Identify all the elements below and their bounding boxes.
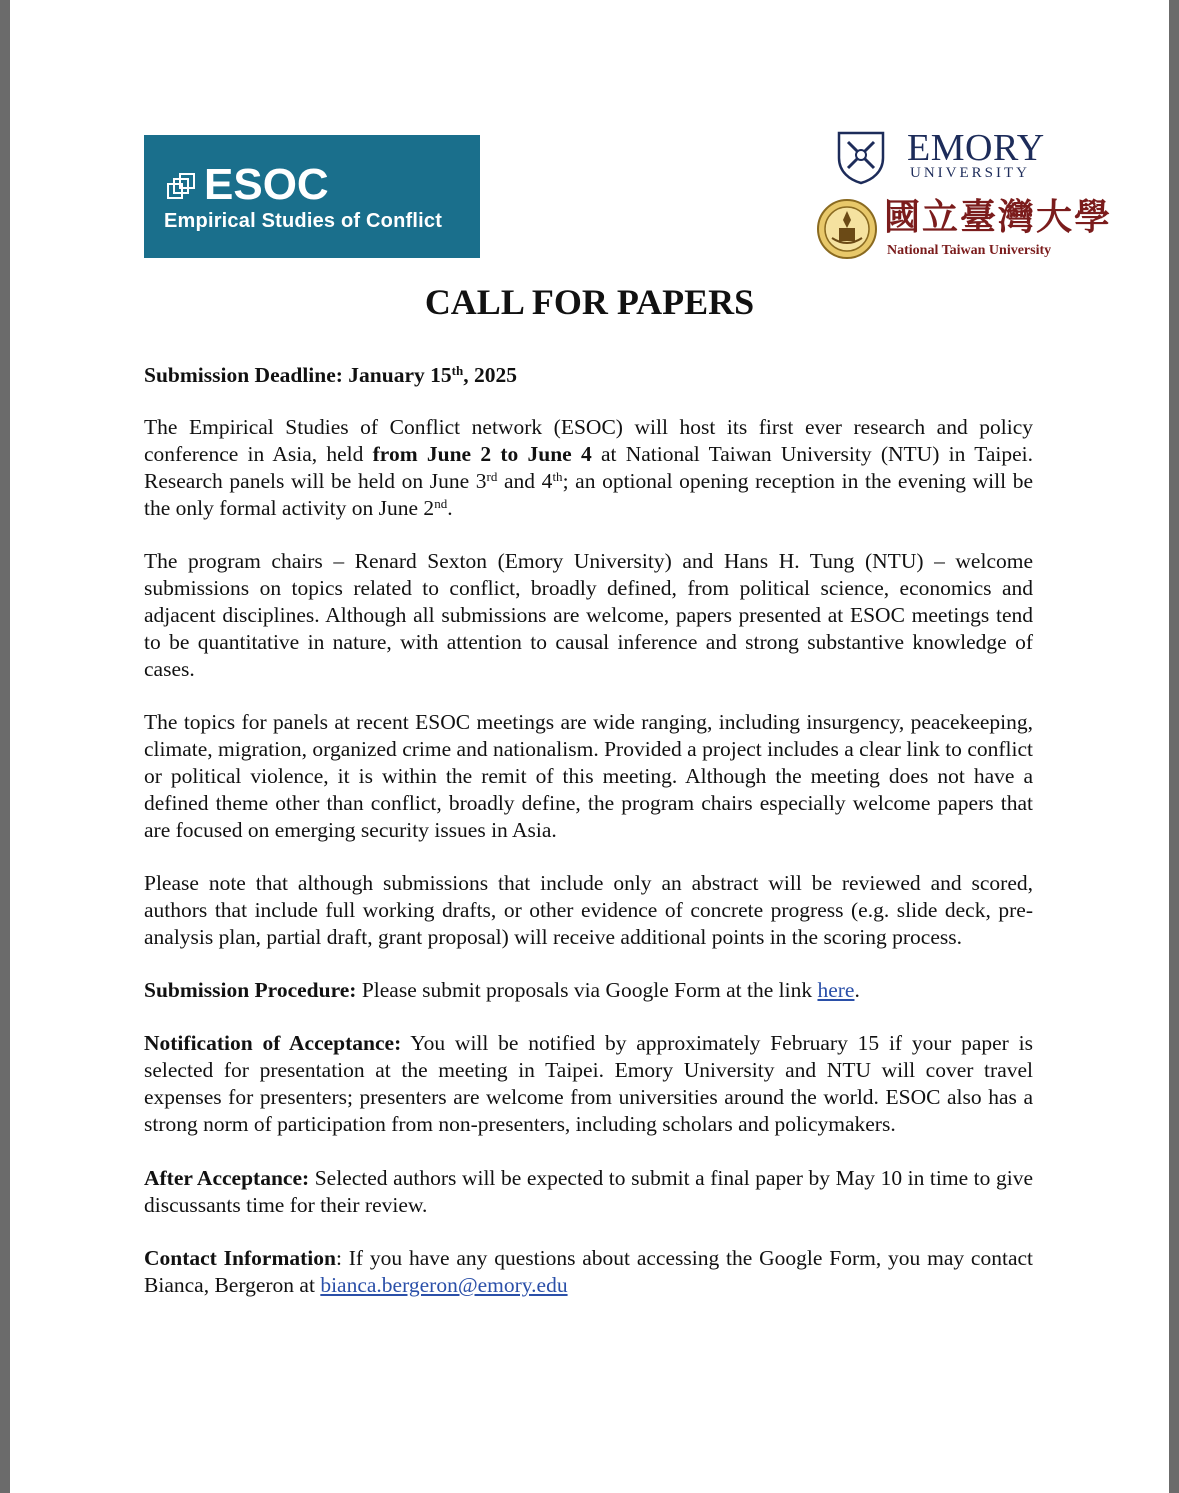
deadline-line [144,362,1033,389]
esoc-logo-subtitle: Empirical Studies of Conflict [164,210,443,232]
paragraph-after-acceptance [144,1165,1033,1219]
deadline-sup: th [451,363,464,378]
esoc-logo [144,135,480,258]
contact-email-link[interactable]: bianca.bergeron@emory.edu [320,1273,568,1297]
paragraph-intro [144,414,1033,522]
intro-dates: from June 2 to June 4 [372,442,592,466]
paragraph-contact [144,1245,1033,1299]
intro-sup-th: th [552,469,563,484]
procedure-label: Submission Procedure: [144,978,357,1002]
intro-sup-nd: nd [434,496,448,511]
paragraph-program-chairs: The program chairs – Renard Sexton (Emory University) and Hans H. Tung (NTU) – welcome submissions on topics related to conflict, broadly defined, from political science, economics and adjacent disciplines. Although all submissions are welcome, papers presented at ESOC meetings tend to be quantitative in nature, with attention to causal inference and strong substantive knowledge of cases. [144,549,1033,681]
deadline-label: Submission Deadline: January 15 [144,363,452,387]
esoc-squares-icon [166,172,200,202]
after-text: Selected authors will be expected to submit a final paper by May 10 in time to give discussants time for their review. [144,1166,1033,1217]
intro-text-4: ; an optional opening reception in the evening will be the only formal activity on June 2 [144,469,1033,520]
notification-text: You will be notified by approximately February 15 if your paper is selected for presentation at the meeting in Taipei. Emory University and NTU will cover travel expenses for presenters; presenters are welcome from universities around the world. ESOC also has a strong norm of participation from non-presenters, including scholars and policymakers. [144,1031,1033,1136]
contact-label: Contact Information [144,1246,336,1270]
paragraph-procedure [144,977,1033,1004]
emory-logo-name: EMORY [907,127,1045,169]
paragraph-note: Please note that although submissions that include only an abstract will be reviewed and scored, authors that include full working drafts, or other evidence of concrete progress (e.g. slide deck, pre-analysis plan, partial draft, grant proposal) will receive additional points in the scoring process. [144,871,1033,949]
procedure-text: Please submit proposals via Google Form at the link [356,978,818,1002]
esoc-logo-title: ESOC [204,160,329,209]
intro-text-3: and 4 [497,469,553,493]
after-label: After Acceptance: [144,1166,310,1190]
document-page [10,0,1169,1493]
paragraph-topics: The topics for panels at recent ESOC meetings are wide ranging, including insurgency, peacekeeping, climate, migration, organized crime and nationalism. Provided a project includes a clear link to conflict or political violence, it is within the remit of this meeting. Although the meeting does not have a defined theme other than conflict, broadly define, the program chairs especially welcome papers that are focused on emerging security issues in Asia. [144,710,1033,842]
deadline-year: , 2025 [463,363,517,387]
document-title: CALL FOR PAPERS [424,282,755,322]
intro-text-2: at National Taiwan University (NTU) in Taipei. Research panels will be held on June 3 [144,442,1033,493]
intro-text-5: . [447,496,453,520]
contact-text: : If you have any questions about accessing the Google Form, you may contact Bianca, Bergeron at [144,1246,1034,1297]
intro-text-1: The Empirical Studies of Conflict network (ESOC) will host its first ever research and policy conference in Asia, held [144,415,1033,466]
procedure-end: . [854,978,860,1002]
paragraph-notification [144,1030,1033,1138]
form-link[interactable]: here [817,978,855,1002]
emory-shield-icon [836,130,886,185]
intro-sup-rd: rd [486,469,498,484]
ntu-logo-english: National Taiwan University [887,243,1052,258]
notification-label: Notification of Acceptance: [144,1031,402,1055]
ntu-seal-icon [816,198,878,260]
ntu-logo-chinese: 國立臺灣大學 [884,197,1113,238]
emory-logo-sub: UNIVERSITY [910,165,1030,181]
